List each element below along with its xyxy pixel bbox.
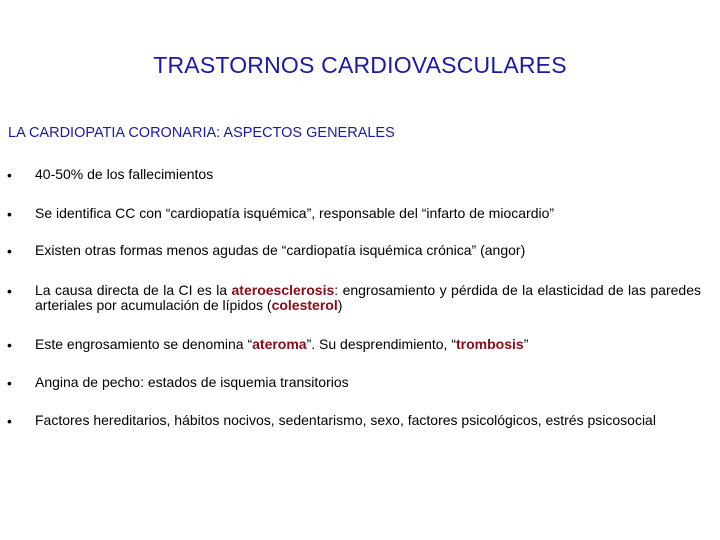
bullet-icon: • xyxy=(7,413,12,429)
highlight-term: trombosis xyxy=(456,336,524,352)
section-heading: LA CARDIOPATIA CORONARIA: ASPECTOS GENERALES xyxy=(8,125,395,141)
slide-title: TRASTORNOS CARDIOVASCULARES xyxy=(153,52,567,78)
bullet-text: Se identifica CC con “cardiopatía isquémica”, responsable del “infarto de miocardio” xyxy=(35,205,555,221)
bullet-text-part: Este engrosamiento se denomina “ xyxy=(35,336,253,352)
bullet-text: Existen otras formas menos agudas de “cardiopatía isquémica crónica” (angor) xyxy=(35,242,526,258)
bullet-text xyxy=(35,283,701,313)
bullet-text: Angina de pecho: estados de isquemia transitorios xyxy=(35,374,349,390)
bullet-icon: • xyxy=(7,243,12,259)
bullet-icon: • xyxy=(7,375,12,391)
highlight-term: colesterol xyxy=(271,297,338,313)
bullet-text-part: La causa directa de la CI es la xyxy=(35,282,232,298)
bullet-icon: • xyxy=(7,206,12,222)
bullet-icon: • xyxy=(7,283,12,299)
highlight-term: ateroma xyxy=(252,336,307,352)
bullet-icon: • xyxy=(7,167,12,183)
bullet-text: 40-50% de los fallecimientos xyxy=(35,166,214,182)
bullet-text-part: ”. Su desprendimiento, “ xyxy=(306,336,456,352)
bullet-text-part: ) xyxy=(337,297,343,313)
bullet-text xyxy=(35,337,701,352)
bullet-text-part: ” xyxy=(523,336,529,352)
highlight-term: ateroesclerosis xyxy=(231,282,335,298)
bullet-text-part: : engrosamiento y pérdida de la elasticidad de las paredes arteriales por acumulación de lípidos ( xyxy=(35,282,701,313)
bullet-text: Factores hereditarios, hábitos nocivos, sedentarismo, sexo, factores psicológicos, estrés psicosocial xyxy=(35,412,656,428)
bullet-icon: • xyxy=(7,337,12,353)
